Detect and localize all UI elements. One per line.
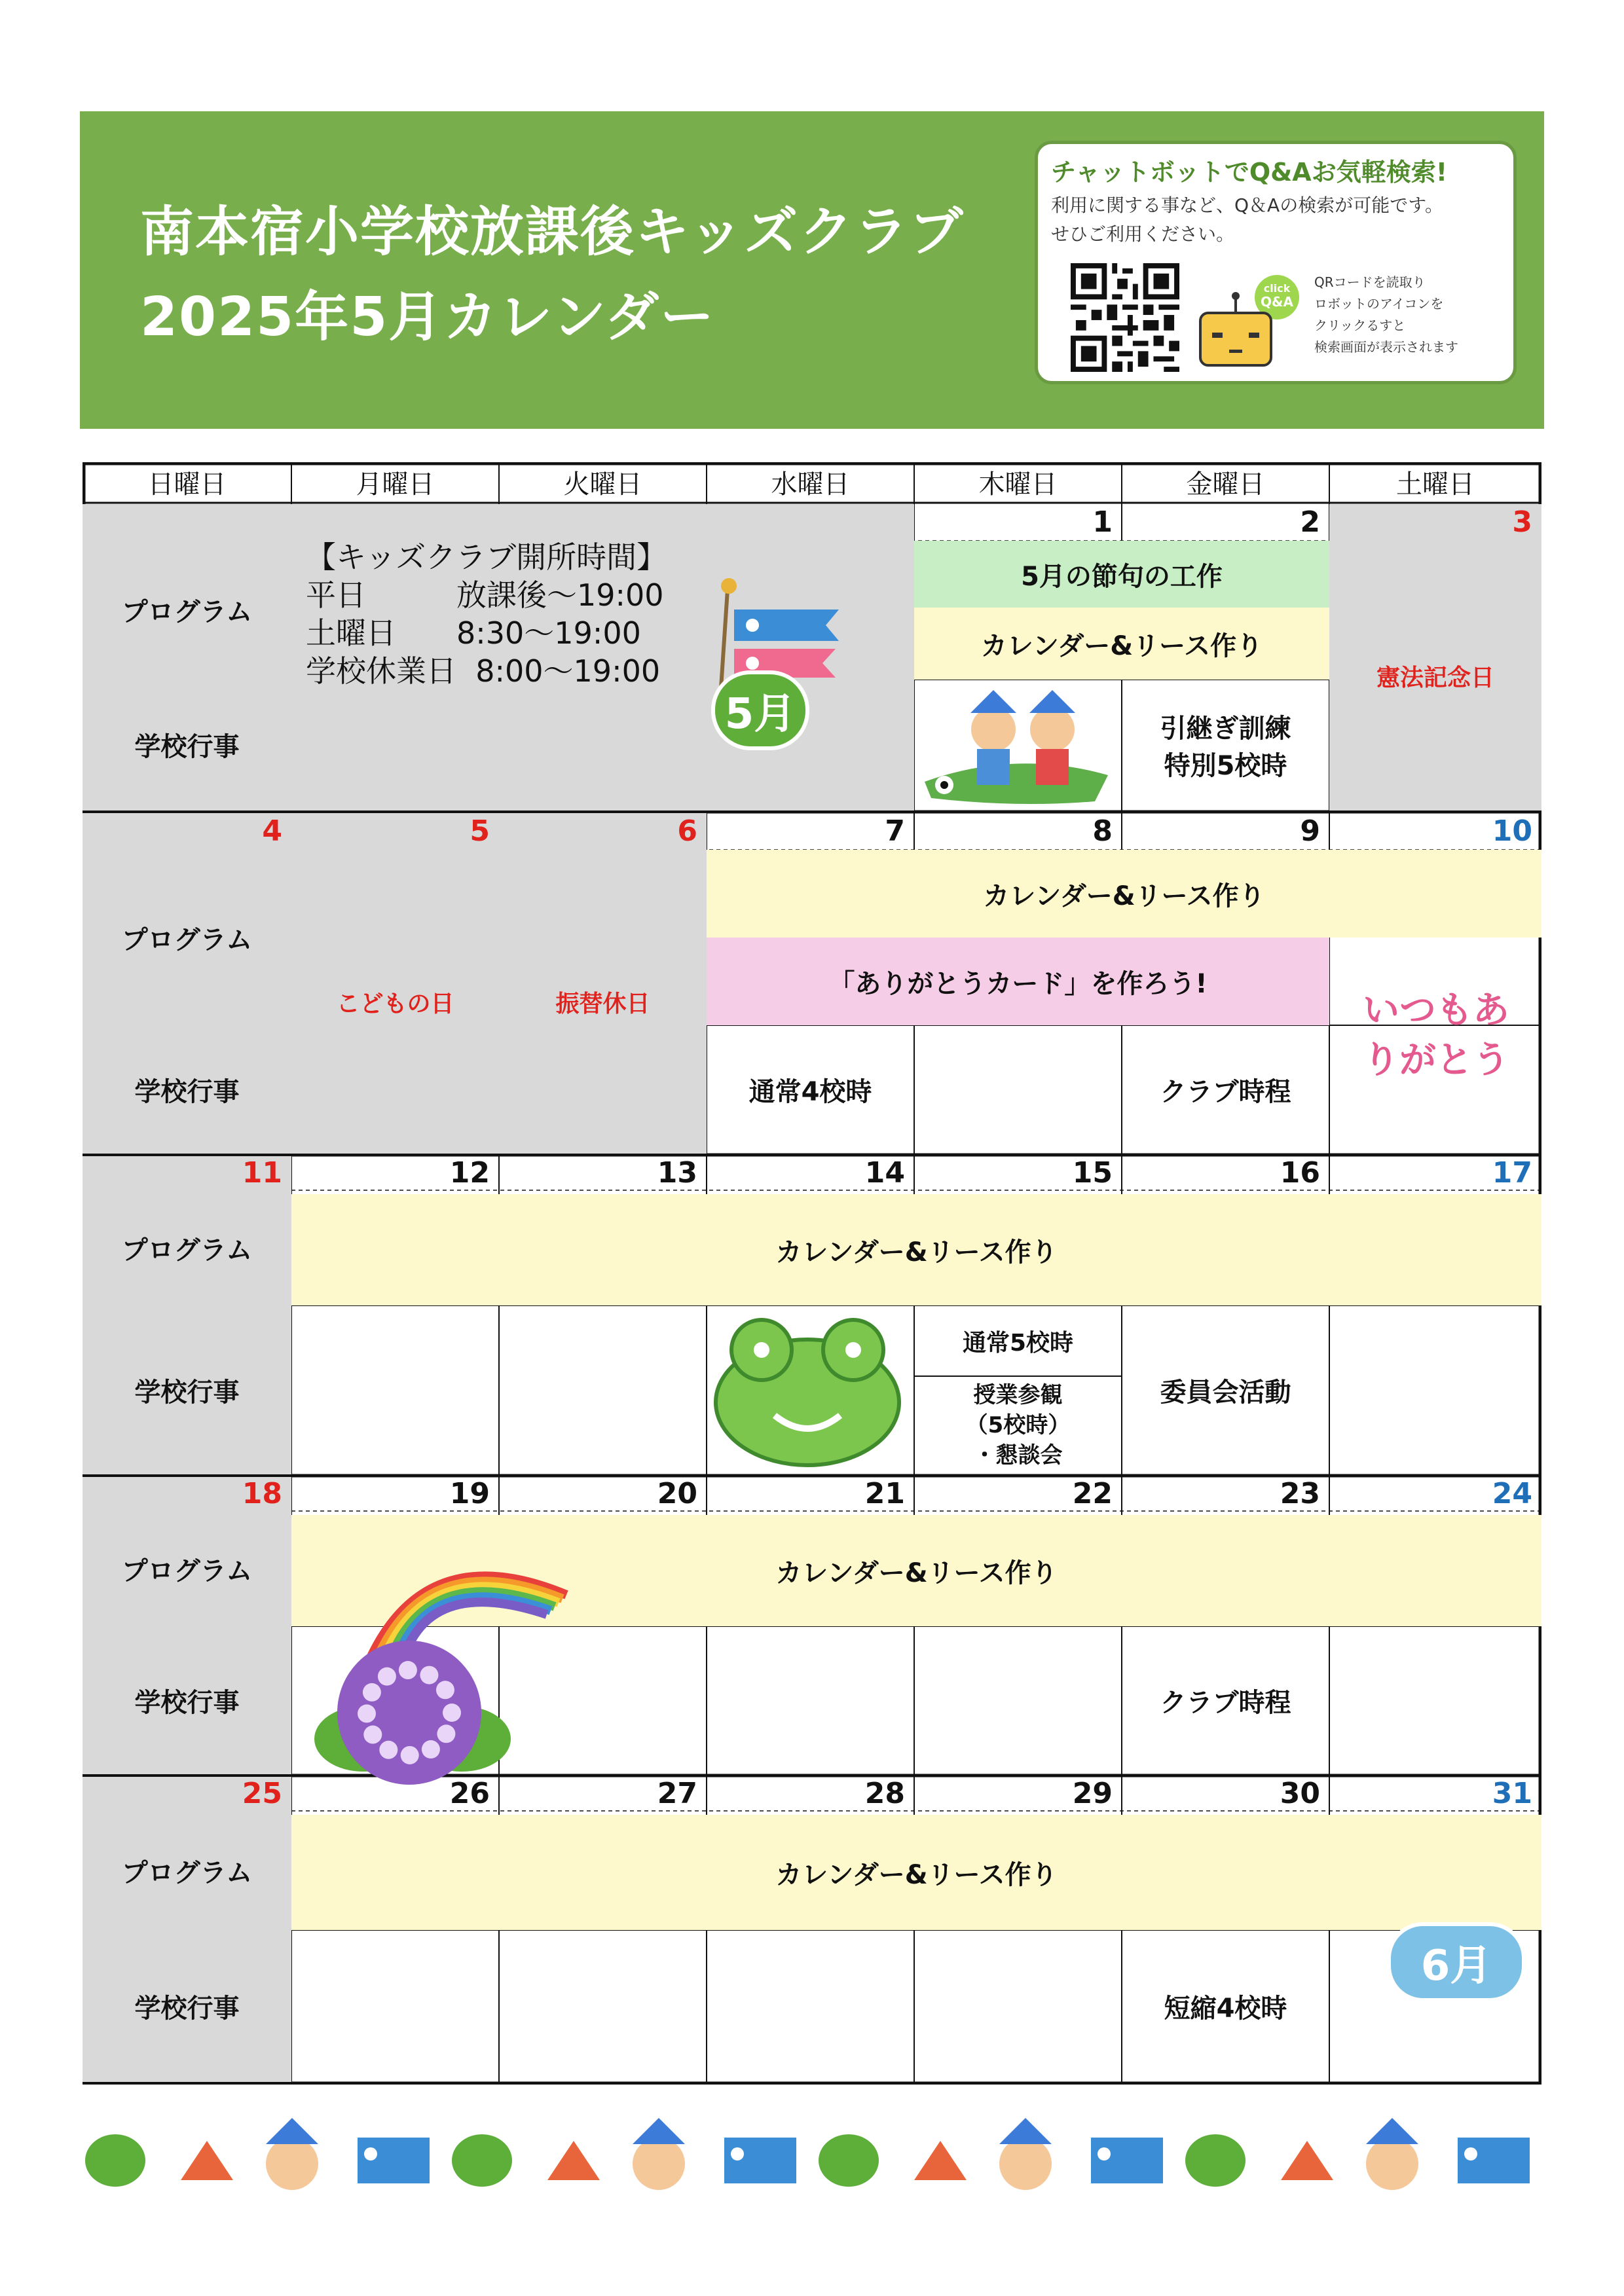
- kids-on-carp-icon: [918, 683, 1115, 808]
- w4-school-label: 学校行事: [83, 1626, 291, 1774]
- weekday-6: 土曜日: [1396, 469, 1475, 500]
- w3-date-2: 13: [657, 1156, 697, 1190]
- w4-date-3: 21: [864, 1477, 905, 1510]
- w2-mon-holiday: こどもの日: [291, 850, 499, 1154]
- w1-fri-school-line-1: 引継ぎ訓練: [1160, 714, 1291, 744]
- opening-hours: [306, 538, 667, 690]
- w3-school-label: 学校行事: [83, 1305, 291, 1474]
- qr-note-2: ロボットのアイコンを: [1314, 296, 1444, 312]
- title-line-1: 南本宿小学校放課後キッズクラブ: [140, 201, 965, 263]
- w3-date-1: 12: [449, 1156, 490, 1190]
- w3-date-0: 11: [83, 1156, 291, 1190]
- june-badge: 6月: [1387, 1922, 1526, 2002]
- w5-date-1: 26: [449, 1777, 490, 1810]
- w2-program-1: カレンダー&リース作り: [707, 850, 1541, 938]
- w3-fri-school: 委員会活動: [1160, 1377, 1291, 1408]
- w1-date-4: 1: [1092, 505, 1113, 539]
- w3-date-4: 15: [1072, 1156, 1113, 1190]
- w4-program-label: プログラム: [83, 1511, 291, 1626]
- w5-program: カレンダー&リース作り: [291, 1815, 1541, 1930]
- weekday-5: 金曜日: [1186, 469, 1265, 500]
- w1-program-1: 5月の節句の工作: [914, 541, 1329, 608]
- rainbow-hydrangea-icon: [304, 1523, 580, 1811]
- w1-program-2: カレンダー&リース作り: [914, 608, 1329, 680]
- w2-wed-school: 通常4校時: [748, 1076, 872, 1107]
- frog-icon: [709, 1311, 906, 1468]
- chatbot-qa-box[interactable]: [1035, 141, 1517, 384]
- calendar-grid: [83, 462, 1541, 2085]
- weekday-1: 月曜日: [356, 469, 435, 500]
- w4-program: カレンダー&リース作り: [291, 1515, 1541, 1626]
- hours-line3: 学校休業日 8:00～19:00: [306, 653, 661, 689]
- w2-program-label: プログラム: [83, 850, 291, 1025]
- qr-code-icon[interactable]: [1071, 263, 1179, 372]
- w5-date-5: 30: [1280, 1777, 1320, 1810]
- title-line-2: 2025年5月カレンダー: [140, 286, 715, 348]
- w3-thu-school-2-line-1: 授業参観: [973, 1382, 1063, 1408]
- w3-program-label: プログラム: [83, 1190, 291, 1305]
- weekday-3: 水曜日: [771, 469, 850, 500]
- w1-fri-school-line-2: 特別5校時: [1164, 751, 1287, 781]
- qa-title: チャットボットでQ&Aお気軽検索!: [1051, 158, 1448, 187]
- w2-date-0: 4: [83, 813, 291, 850]
- w4-date-5: 23: [1280, 1477, 1320, 1510]
- w3-thu-school-1: 通常5校時: [962, 1329, 1074, 1357]
- svg-text:click: click: [1263, 282, 1291, 295]
- w5-fri-school: 短縮4校時: [1164, 1993, 1287, 2024]
- w5-date-4: 29: [1072, 1777, 1113, 1810]
- w2-program-2: 「ありがとうカード」を作ろう!: [707, 938, 1329, 1025]
- header-banner: [80, 111, 1544, 429]
- w5-school-label: 学校行事: [83, 1930, 291, 2082]
- hours-line2: 土曜日 8:30～19:00: [306, 615, 641, 651]
- hours-line1: 平日 放課後～19:00: [306, 577, 664, 613]
- weekday-4: 木曜日: [978, 469, 1058, 500]
- w2-date-5: 9: [1300, 814, 1320, 848]
- hours-title: 【キッズクラブ開所時間】: [306, 539, 667, 575]
- w1-sat-holiday: 憲法記念日: [1329, 541, 1541, 811]
- w4-date-4: 22: [1072, 1477, 1113, 1510]
- w2-date-2: 6: [499, 813, 707, 850]
- w3-program: カレンダー&リース作り: [291, 1194, 1541, 1305]
- w5-program-label: プログラム: [83, 1811, 291, 1930]
- w2-date-3: 7: [885, 814, 905, 848]
- robot-icon[interactable]: [1195, 272, 1306, 371]
- w1-date-5: 2: [1300, 505, 1320, 539]
- w3-date-3: 14: [864, 1156, 905, 1190]
- w5-date-2: 27: [657, 1777, 697, 1810]
- w5-date-0: 25: [83, 1777, 291, 1811]
- qa-description: [1051, 191, 1443, 249]
- w3-thu-school-2-line-2: （5校時）: [965, 1412, 1071, 1438]
- w3-thu-school-2-line-3: ・懇談会: [973, 1442, 1063, 1468]
- qr-note-1: QRコードを読取り: [1314, 274, 1426, 290]
- qr-instructions: [1314, 272, 1458, 358]
- w2-date-6: 10: [1492, 814, 1532, 848]
- w2-fri-school: クラブ時程: [1160, 1076, 1291, 1107]
- weekday-0: 日曜日: [147, 469, 227, 500]
- w2-date-1: 5: [291, 813, 499, 850]
- qr-note-3: クリックるすと: [1314, 318, 1406, 333]
- w5-date-3: 28: [864, 1777, 905, 1810]
- w4-date-6: 24: [1492, 1477, 1532, 1510]
- w3-date-6: 17: [1492, 1156, 1532, 1190]
- w2-school-label: 学校行事: [83, 1025, 291, 1154]
- w5-date-6: 31: [1492, 1777, 1532, 1810]
- w4-date-0: 18: [83, 1477, 291, 1511]
- w3-date-5: 16: [1280, 1156, 1320, 1190]
- w4-date-1: 19: [449, 1477, 490, 1510]
- w1-program-label: プログラム: [83, 541, 291, 678]
- w2-tue-holiday: 振替休日: [499, 850, 707, 1154]
- w3-thu-school-2: [914, 1376, 1122, 1474]
- thanks-sticker: いつもありがとう: [1363, 989, 1509, 1082]
- weekday-2: 火曜日: [563, 469, 642, 500]
- qr-note-4: 検索画面が表示されます: [1314, 339, 1458, 355]
- may-badge: 5月: [711, 670, 809, 750]
- w1-fri-school: [1122, 680, 1329, 811]
- footer-decoration: [83, 2115, 1541, 2206]
- w4-fri-school: クラブ時程: [1160, 1687, 1291, 1718]
- svg-text:Q&A: Q&A: [1261, 294, 1293, 310]
- w2-date-4: 8: [1092, 814, 1113, 848]
- qa-desc-line-1: 利用に関する事など、Q＆Aの検索が可能です。: [1051, 194, 1443, 216]
- w1-date-6: 3: [1329, 504, 1541, 541]
- qa-desc-line-2: せひご利用ください。: [1051, 223, 1235, 245]
- w4-date-2: 20: [657, 1477, 697, 1510]
- page-title: [140, 190, 964, 360]
- w1-school-label: 学校行事: [83, 678, 291, 811]
- w1-sun-date: [83, 504, 291, 541]
